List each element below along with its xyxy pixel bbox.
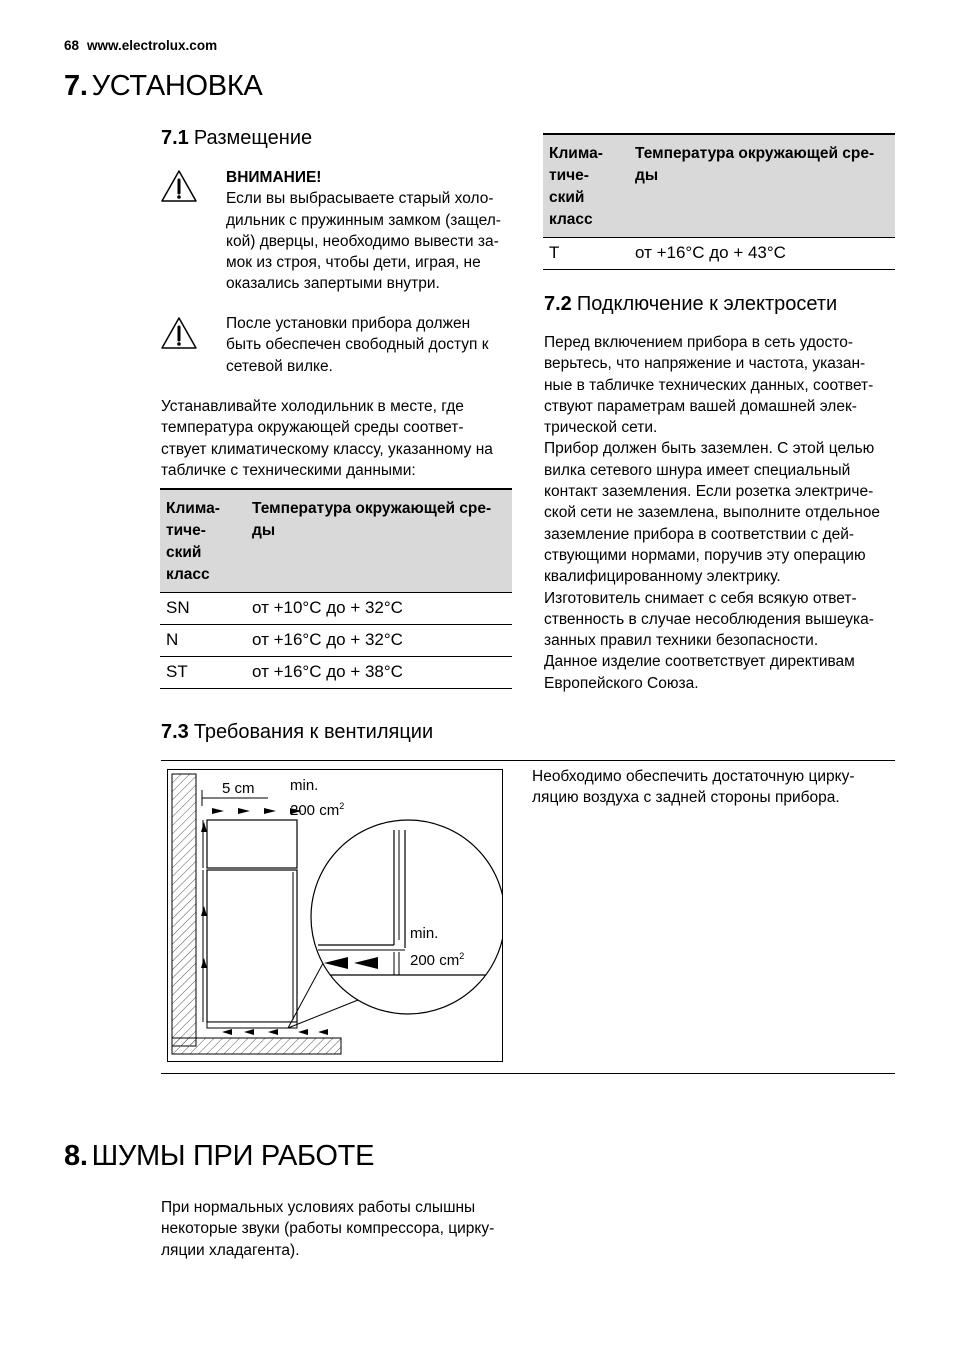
- climate-class-table: [160, 488, 512, 689]
- col-climate-class-header: Клима- тиче- ский класс: [549, 145, 603, 228]
- temperature-cell: от +16°C до + 32°C: [252, 630, 403, 649]
- table-header-row: [160, 489, 512, 593]
- table-row: [543, 238, 895, 270]
- section-7-title: 7. УСТАНОВКА: [64, 70, 263, 102]
- floor-hatch: [172, 1038, 341, 1054]
- subsection-7-3-title: 7.3 Требования к вентиляции: [161, 721, 434, 743]
- note-line: сетевой вилке.: [226, 357, 333, 375]
- subsection-7-1-title: 7.1 Размещение: [161, 127, 313, 149]
- section-divider-top: [161, 760, 895, 761]
- note-line: После установки прибора должен: [226, 315, 471, 332]
- col-temperature-header: Температура окружающей сре- ды: [635, 145, 875, 184]
- table-header-row: [543, 134, 895, 238]
- temperature-cell: от +10°C до + 32°C: [252, 598, 403, 617]
- placement-paragraph: Устанавливайте холодильник в месте, где температура окружающей среды соответ- ствует климатическому классу, указанному на табличке с техническими данными:: [161, 398, 493, 479]
- temperature-cell: от +16°C до + 43°C: [635, 243, 786, 262]
- section-divider-bottom: [161, 1073, 895, 1074]
- ventilation-diagram: [167, 769, 503, 1062]
- warning-line: мок из строя, чтобы дети, играя, не: [226, 254, 481, 272]
- gap-label: 5 cm: [222, 780, 255, 797]
- climate-class-table-continued: [543, 133, 895, 270]
- col-temperature-header: Температура окружающей сре- ды: [252, 500, 492, 539]
- fridge-body: [207, 870, 297, 1022]
- upper-cabinet: [207, 820, 297, 868]
- page-number: 68: [64, 38, 80, 53]
- climate-class-cell: N: [166, 630, 179, 649]
- table-row: [160, 657, 512, 689]
- col-climate-class-header: Клима- тиче- ский класс: [166, 500, 220, 583]
- warning-title: ВНИМАНИЕ!: [226, 169, 322, 186]
- electrical-connection-text: Перед включением прибора в сеть удосто- верьтесь, что напряжение и частота, указан- ные в табличке технических данных, соответ- ствуют параметрам вашей домашней элек- трической сети. Прибор должен быть заземлен. С этой целью вилка сетевого шнура имеет специальный контакт заземления. Если розетка электриче- ской сети не заземлена, выполните отдельное заземление прибора в соответствии с дей- ствующими нормами, поручив эту операцию квалифицированному электрику. Изготовитель снимает с себя всякую ответ- ственность в случае несоблюдения вышеука- занных правил техники безопасности. Данное изделие соответствует директивам Европейского Союза.: [544, 334, 881, 692]
- noise-text: При нормальных условиях работы слышны некоторые звуки (работы компрессора, цирку- ляции хладагента).: [161, 1199, 495, 1259]
- wall-hatch: [172, 774, 196, 1046]
- ventilation-text: Необходимо обеспечить достаточную цирку- ляцию воздуха с задней стороны прибора.: [532, 768, 855, 807]
- caution-icon: [159, 315, 199, 351]
- warning-icon: [159, 168, 199, 204]
- top-airflow-label: min. 200 $cm^2$: [290, 777, 345, 819]
- note-line: быть обеспечен свободный доступ к: [226, 336, 489, 354]
- note-block: [226, 313, 526, 377]
- section-8-title: 8. ШУМЫ ПРИ РАБОТЕ: [64, 1140, 375, 1172]
- climate-class-cell: T: [549, 243, 560, 262]
- bottom-airflow-label: min. 200 $cm^2$: [410, 925, 465, 969]
- warning-line: Если вы выбрасываете старый холо-: [226, 190, 494, 208]
- temperature-cell: от +16°C до + 38°C: [252, 662, 403, 681]
- climate-class-cell: ST: [166, 662, 188, 681]
- warning-line: кой) дверцы, необходимо вывести за-: [226, 232, 499, 250]
- climate-class-cell: SN: [166, 598, 190, 617]
- table-row: [160, 593, 512, 625]
- warning-line: дильник с пружинным замком (защел-: [226, 211, 501, 229]
- page-header: [64, 38, 217, 53]
- warning-line: оказались запертыми внутри.: [226, 275, 440, 293]
- zoom-circle: [311, 820, 502, 1014]
- warning-block: [226, 167, 526, 295]
- table-row: [160, 625, 512, 657]
- subsection-7-2-title: 7.2 Подключение к электросети: [544, 293, 838, 315]
- website-link[interactable]: www.electrolux.com: [87, 38, 218, 53]
